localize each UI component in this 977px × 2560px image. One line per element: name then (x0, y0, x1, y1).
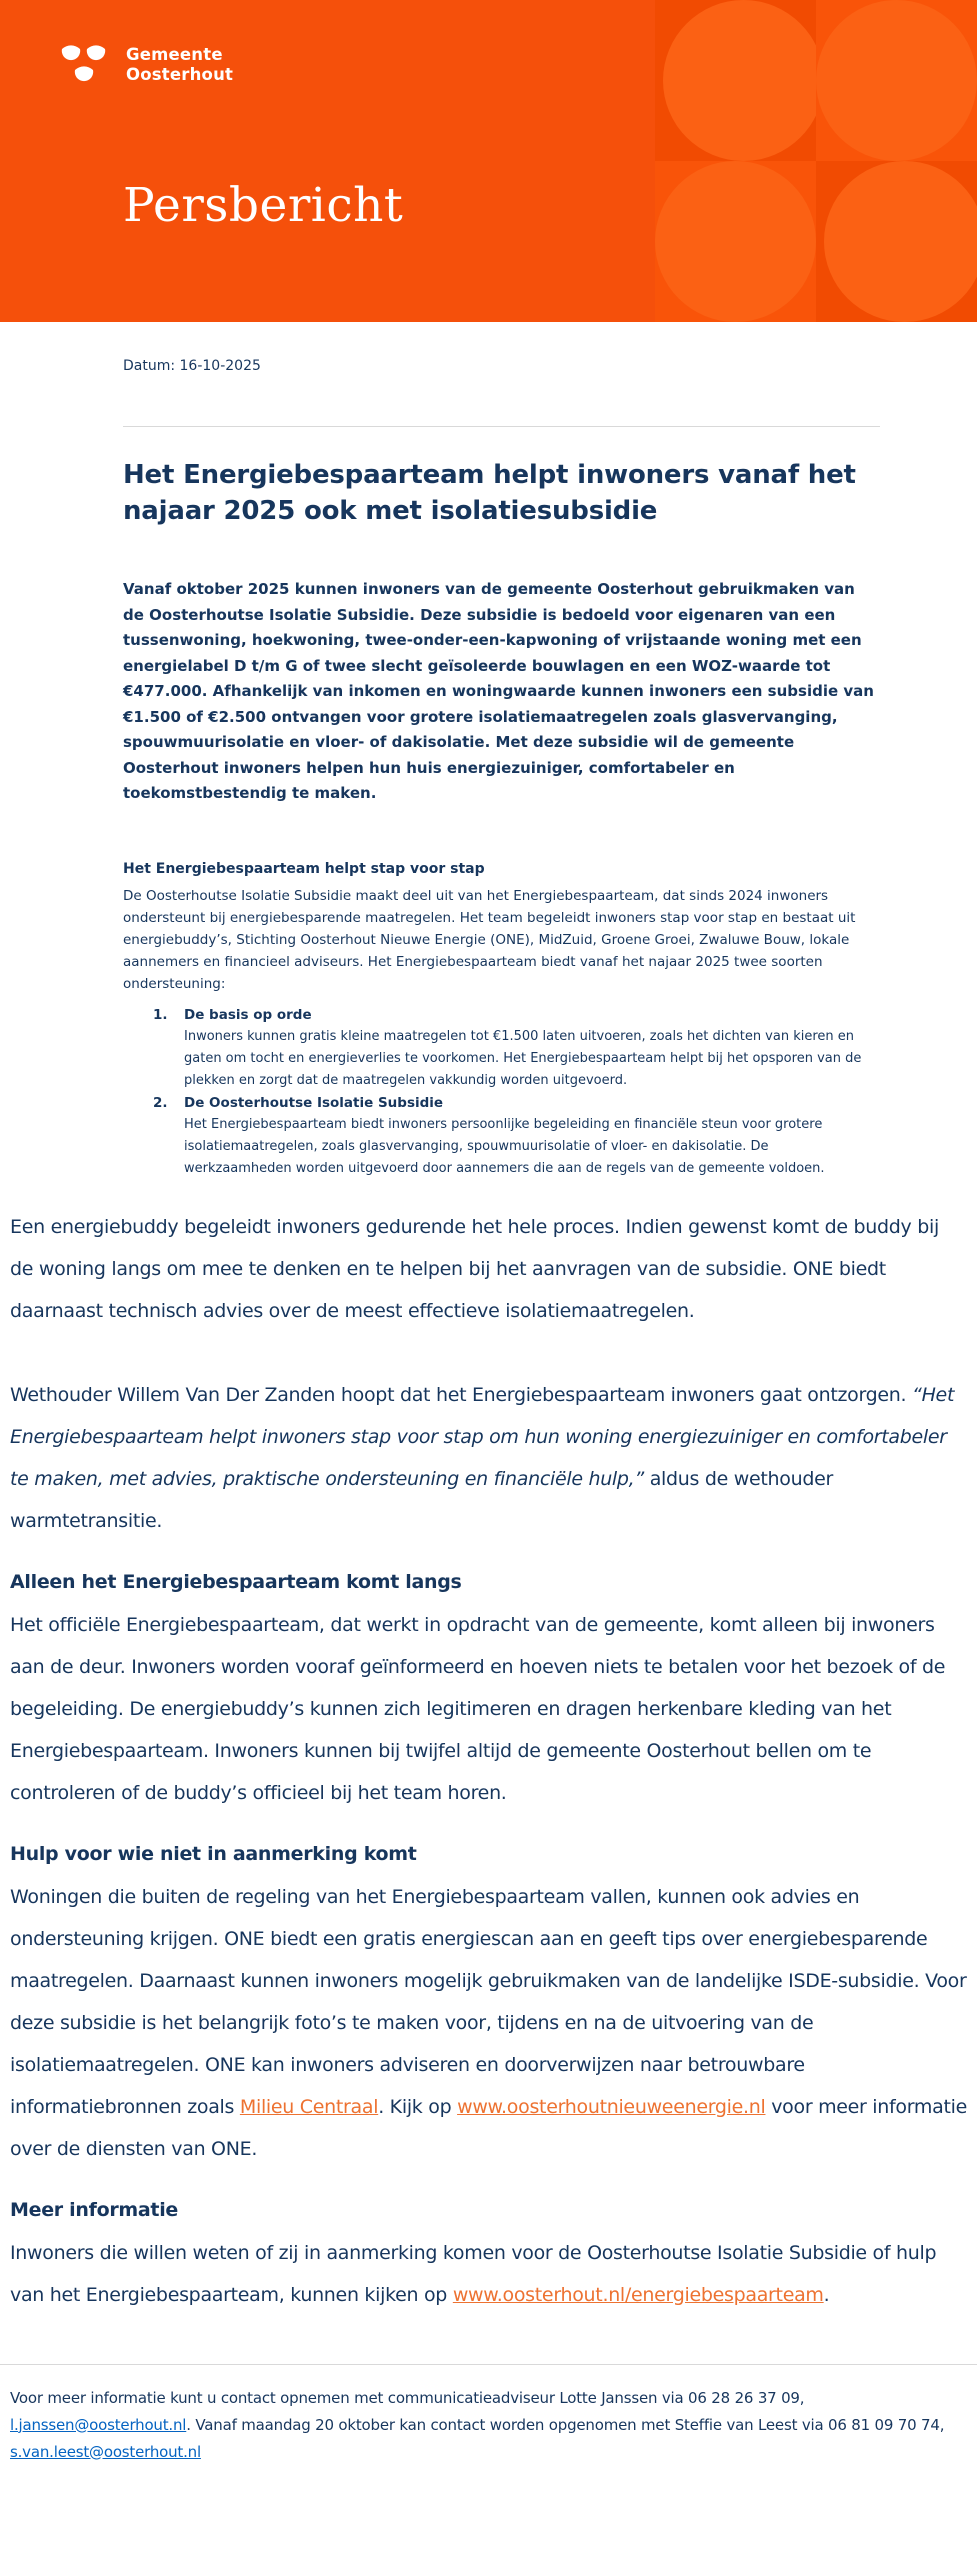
footer-text-2: . Vanaf maandag 20 oktober kan contact worden opgenomen met Steffie van Leest via 06 81 09 70 74, (186, 2415, 945, 2434)
link-email-steffie-van-leest[interactable]: s.van.leest@oosterhout.nl (10, 2442, 201, 2461)
article-body (10, 1206, 967, 2316)
more-text-2: . (823, 2283, 830, 2306)
link-energiebespaarteam[interactable]: www.oosterhout.nl/energiebespaarteam (452, 2283, 824, 2306)
section-body-meer-informatie (10, 2232, 967, 2316)
help-text-3: voor meer informatie over de diensten van ONE. (10, 2095, 967, 2160)
wethouder-quote: “Het Energiebespaarteam helpt inwoners stap voor stap om hun woning energiezuiniger en comfortabeler te maken, met advies, praktische ondersteuning en financiële hulp,” (10, 1383, 955, 1490)
logo-line-2: Oosterhout (126, 65, 234, 84)
press-release-banner (0, 0, 977, 322)
link-oosterhoutnieuweenergie[interactable]: www.oosterhoutnieuweenergie.nl (457, 2095, 766, 2118)
help-text-1: Woningen die buiten de regeling van het Energiebespaarteam vallen, kunnen ook advies en ondersteuning krijgen. ONE biedt een gratis energiescan aan en geeft tips over energiebesparende maatregelen. Daarnaast kunnen inwoners mogelijk gebruikmaken van de landelijke ISDE-subsidie. Voor deze subsidie is het belangrijk foto’s te maken voor, tijdens en na de uitvoering van de isolatiemaatregelen. ONE kan inwoners adviseren en doorverwijzen naar betrouwbare informatiebronnen zoals (10, 1885, 967, 2118)
section-heading-stap-voor-stap: Het Energiebespaarteam helpt stap voor stap (123, 860, 485, 877)
list-item (153, 1004, 880, 1092)
date-line: Datum: 16-10-2025 (123, 358, 261, 374)
pattern-tile (816, 0, 977, 161)
pattern-circle (655, 161, 816, 322)
section-body-stap-voor-stap: De Oosterhoutse Isolatie Subsidie maakt deel uit van het Energiebespaarteam, dat sinds 2024 inwoners ondersteunt bij energiebesparende maatregelen. Het team begeleidt inwoners stap voor stap en bestaat uit energiebuddy’s, Stichting Oosterhout Nieuwe Energie (ONE), MidZuid, Groene Groei, Zwaluwe Bouw, lokale aannemers en financieel adviseurs. Het Energiebespaarteam biedt vanaf het najaar 2025 twee soorten ondersteuning: (123, 887, 856, 992)
paragraph-energiebuddy: Een energiebuddy begeleidt inwoners gedurende het hele proces. Indien gewenst komt de buddy bij de woning langs om mee te denken en te helpen bij het aanvragen van de subsidie. ONE biedt daarnaast technisch advies over de meest effectieve isolatiemaatregelen. (10, 1215, 939, 1322)
list-item-content (184, 1004, 880, 1092)
section-body-niet-in-aanmerking (10, 1876, 967, 2170)
section-heading-meer-informatie: Meer informatie (10, 2198, 178, 2221)
list-item (153, 1092, 880, 1180)
footer-text-1: Voor meer informatie kunt u contact opnemen met communicatieadviseur Lotte Janssen via 06 28 26 37 09, (10, 2388, 805, 2407)
pattern-circle (663, 0, 816, 161)
press-release-headline: Het Energiebespaarteam helpt inwoners vanaf het najaar 2025 ook met isolatiesubsidie (123, 460, 856, 526)
wethouder-attribution: aldus de wethouder warmtetransitie. (10, 1467, 834, 1532)
wethouder-intro: Wethouder Willem Van Der Zanden hoopt dat het Energiebespaarteam inwoners gaat ontzorgen. (10, 1383, 913, 1406)
gemeente-oosterhout-logo (61, 44, 233, 86)
list-item-content (184, 1092, 880, 1180)
press-release-letter (123, 322, 880, 1180)
footer-divider (0, 2364, 977, 2365)
list-item-number: 2. (153, 1094, 168, 1111)
letter-divider (123, 426, 880, 427)
list-item-title: De Oosterhoutse Isolatie Subsidie (184, 1094, 444, 1111)
crescents-logo-icon (61, 44, 111, 86)
logo-line-1: Gemeente (126, 45, 223, 64)
section-heading-niet-in-aanmerking: Hulp voor wie niet in aanmerking komt (10, 1842, 417, 1865)
lead-paragraph: Vanaf oktober 2025 kunnen inwoners van de gemeente Oosterhout gebruikmaken van de Oosterhoutse Isolatie Subsidie. Deze subsidie is bedoeld voor eigenaren van een tussenwoning, hoekwoning, twee-onder-een-kapwoning of vrijstaande woning met een energielabel D t/m G of twee slecht geïsoleerde bouwlagen en een WOZ-waarde tot €477.000. Afhankelijk van inkomen en woningwaarde kunnen inwoners een subsidie van €1.500 of €2.500 ontvangen voor grotere isolatiemaatregelen zoals glasvervanging, spouwmuurisolatie en vloer- of dakisolatie. Met deze subsidie wil de gemeente Oosterhout inwoners helpen hun huis energiezuiniger, comfortabeler en toekomstbestendig te maken. (123, 580, 874, 802)
list-item-number: 1. (153, 1006, 168, 1023)
paragraph-wethouder (10, 1374, 967, 1542)
help-text-2: . Kijk op (378, 2095, 458, 2118)
support-types-list (153, 1004, 880, 1180)
logo-wordmark (126, 45, 233, 85)
section-body-komt-langs: Het officiële Energiebespaarteam, dat werkt in opdracht van de gemeente, komt alleen bij inwoners aan de deur. Inwoners worden vooraf geïnformeerd en hoeven niets te betalen voor het bezoek of de begeleiding. De energiebuddy’s kunnen zich legitimeren en dragen herkenbare kleding van het Energiebespaarteam. Inwoners kunnen bij twijfel altijd de gemeente Oosterhout bellen om te controleren of de buddy’s officieel bij het team horen. (10, 1613, 946, 1804)
decorative-circle-pattern (655, 0, 977, 322)
pattern-circle (816, 0, 977, 161)
list-item-body: Het Energiebespaarteam biedt inwoners persoonlijke begeleiding en financiële steun voor grotere isolatiemaatregelen, zoals glasvervanging, spouwmuurisolatie of vloer- en dakisolatie. De werkzaamheden worden uitgevoerd door aannemers die aan de regels van de gemeente voldoen. (184, 1116, 825, 1176)
section-heading-komt-langs: Alleen het Energiebespaarteam komt langs (10, 1570, 462, 1593)
pattern-tile (655, 0, 816, 161)
contact-footer (10, 2385, 967, 2472)
list-item-title: De basis op orde (184, 1006, 312, 1023)
more-text-1: Inwoners die willen weten of zij in aanmerking komen voor de Oosterhoutse Isolatie Subsidie of hulp van het Energiebespaarteam, kunnen kijken op (10, 2241, 937, 2306)
pattern-circle (824, 161, 977, 322)
link-milieu-centraal[interactable]: Milieu Centraal (239, 2095, 379, 2118)
pattern-tile (655, 161, 816, 322)
banner-title: Persbericht (123, 178, 404, 233)
list-item-body: Inwoners kunnen gratis kleine maatregelen tot €1.500 laten uitvoeren, zoals het dichten van kieren en gaten om tocht en energieverlies te voorkomen. Het Energiebespaarteam helpt bij het opsporen van de plekken en zorgt dat de maatregelen vakkundig worden uitgevoerd. (184, 1028, 862, 1088)
pattern-tile (816, 161, 977, 322)
link-email-lotte-janssen[interactable]: l.janssen@oosterhout.nl (10, 2415, 187, 2434)
